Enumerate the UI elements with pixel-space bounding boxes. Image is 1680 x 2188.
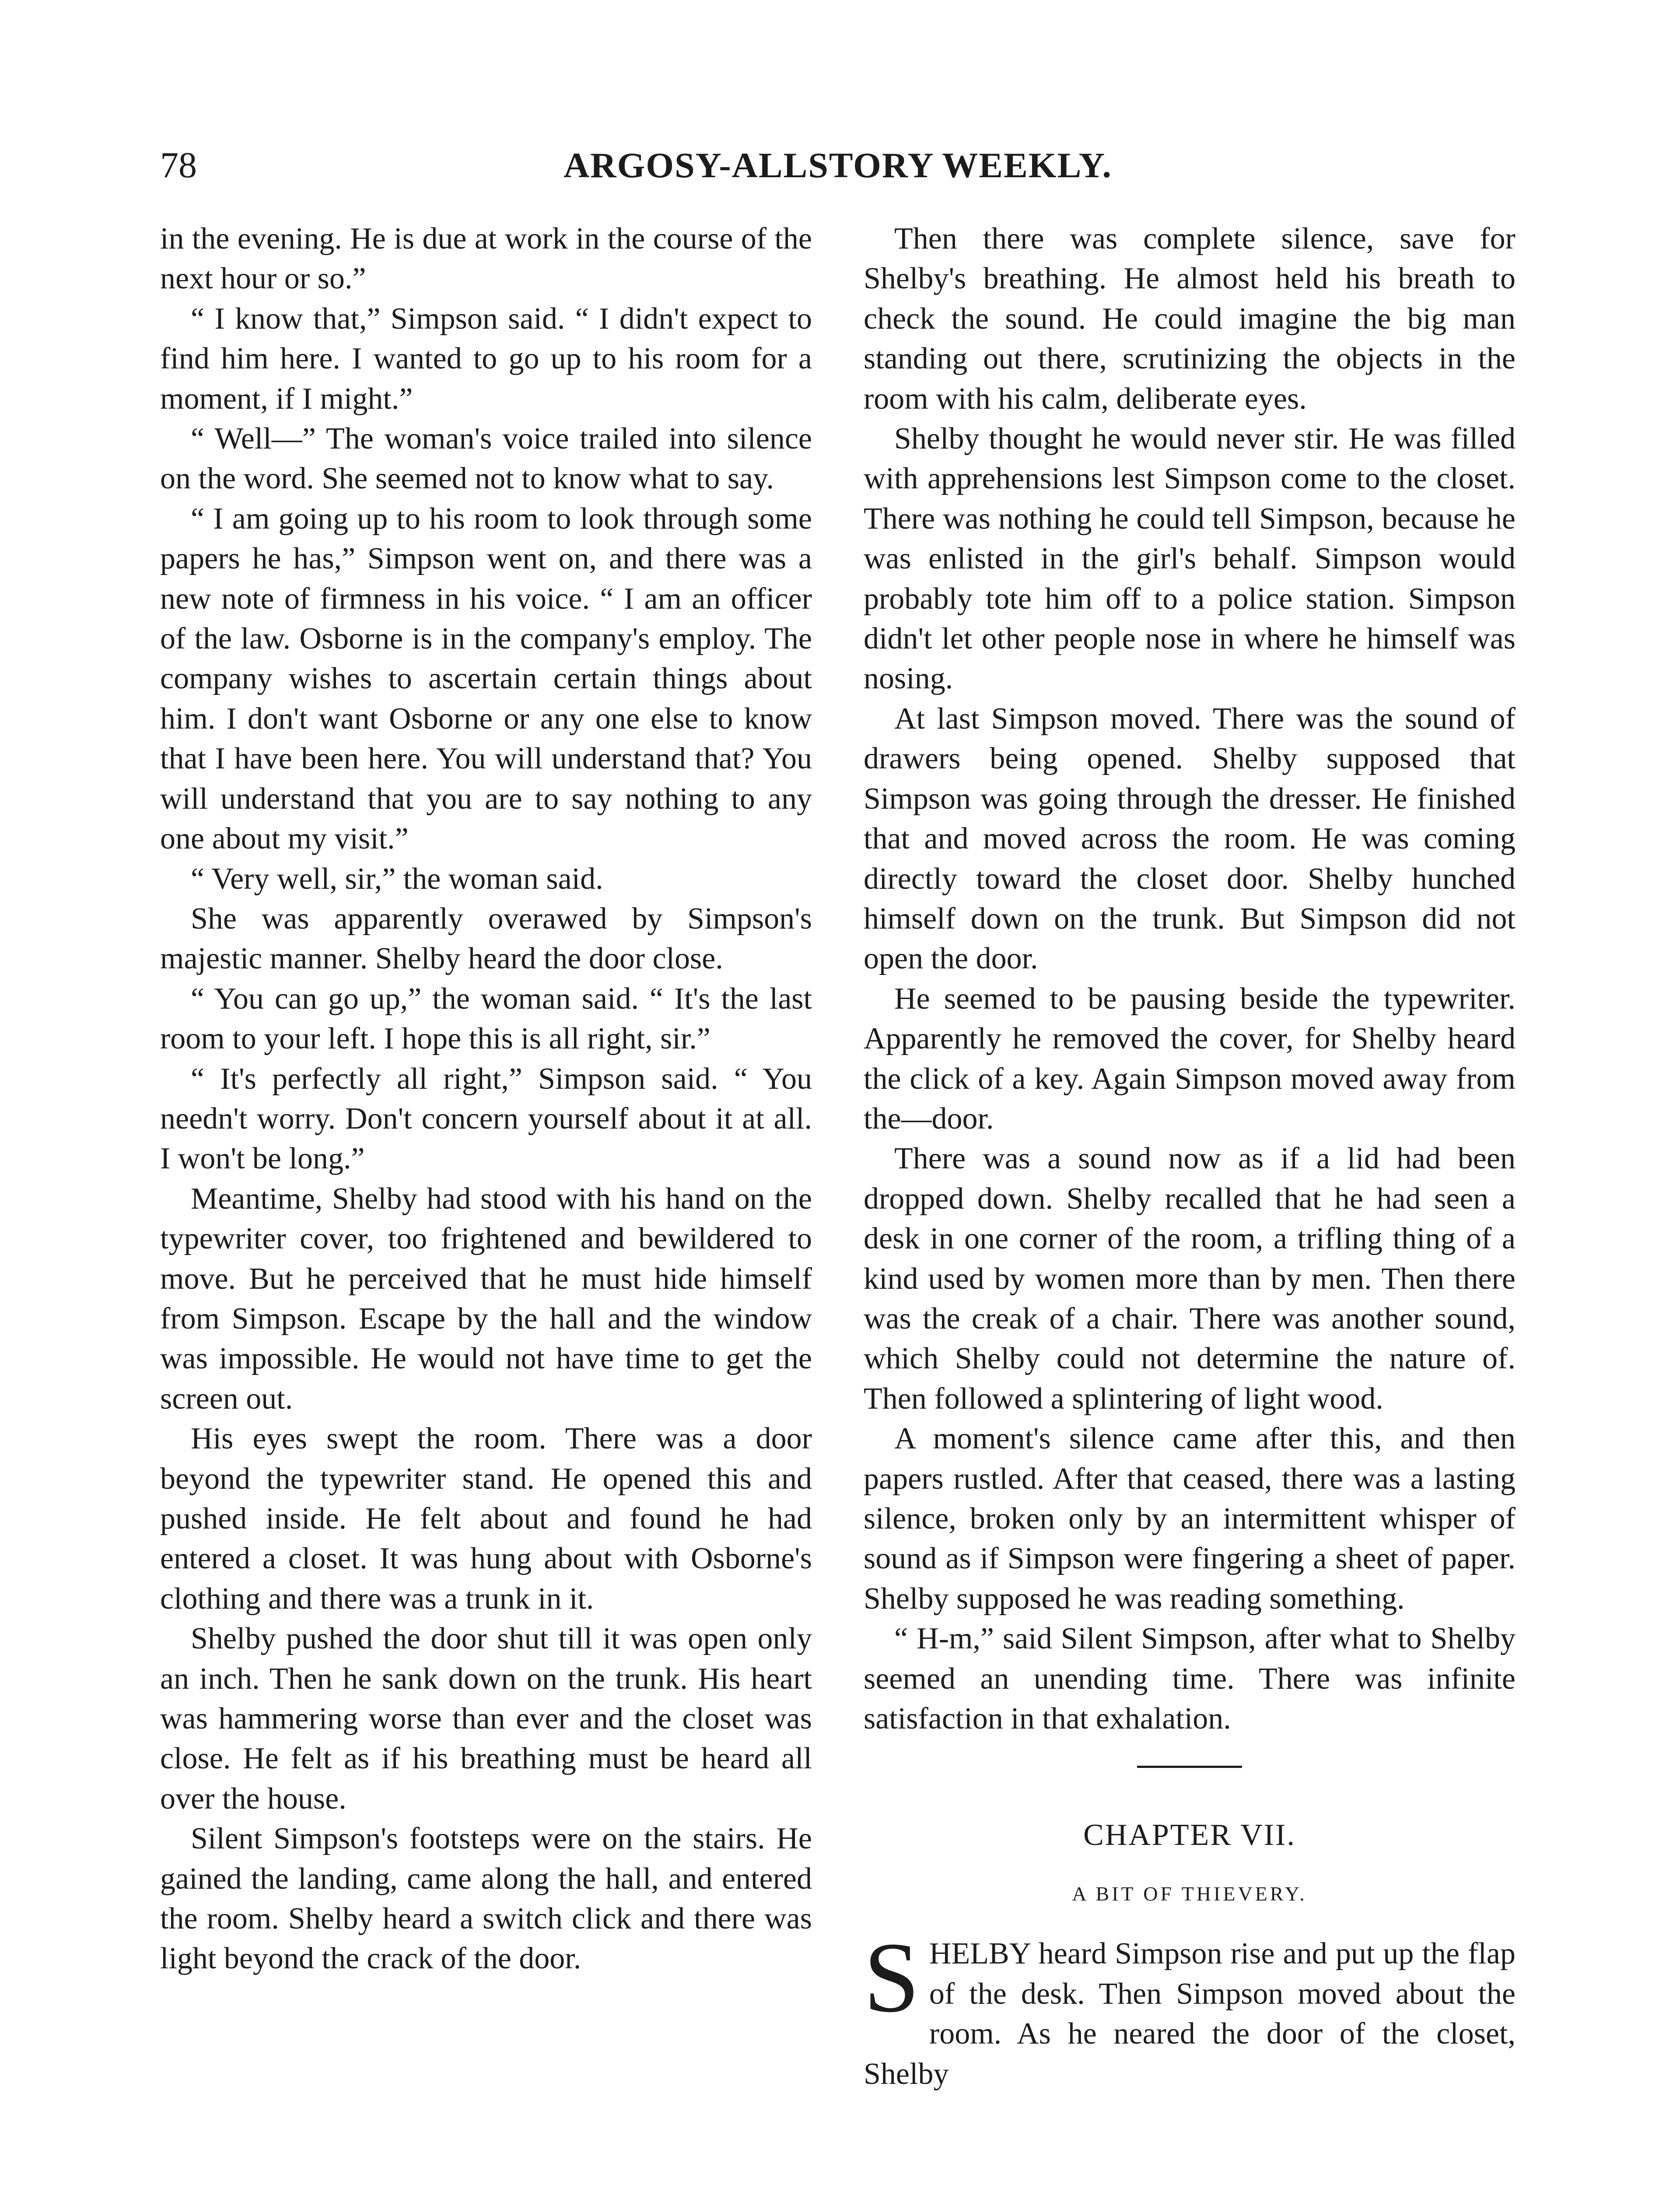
paragraph: “ Very well, sir,” the woman said. [191,862,603,896]
page-number: 78 [160,145,197,186]
chapter-opening-paragraph [864,1922,1516,2094]
left-column [160,219,812,1979]
paragraph: “ I know that,” Simpson said. “ I didn't expect to find him here. I wanted to go up to his room for a moment, if I might.” [160,302,812,416]
paragraph: Shelby pushed the door shut till it was open only an inch. Then he sank down on the trunk. His heart was hammering worse than ever and the closet was close. He felt as if his breathing must be heard all over the house. [160,1622,812,1816]
right-column [864,219,1516,2094]
running-title: ARGOSY-ALLSTORY WEEKLY. [564,145,1112,185]
chapter-subtitle: A BIT OF THIEVERY. [1072,1883,1307,1905]
page-header [160,139,1516,192]
paragraph: “ Well—” The woman's voice trailed into silence on the word. She seemed not to know what to say. [160,422,812,496]
paragraph: Shelby thought he would never stir. He was filled with apprehensions lest Simpson come to the closet. There was nothing he could tell Simpson, because he was enlisted in the girl's behalf. Simpson would probably tote him off to a police station. Simpson didn't let other people nose in where he himself was nosing. [864,422,1516,696]
chapter-opening-text: HELBY heard Simpson rise and put up the flap of the desk. Then Simpson moved about the room. As he neared the door of the closet, Shelby [864,1937,1516,2091]
paragraph: A moment's silence came after this, and then papers rustled. After that ceased, there was a lasting silence, broken only by an intermittent whisper of sound as if Simpson were fingering a sheet of paper. Shelby supposed he was reading something. [864,1422,1516,1616]
paragraph: Meantime, Shelby had stood with his hand on the typewriter cover, too frightened and bewildered to move. But he perceived that he must hide himself from Simpson. Escape by the hall and the window was impossible. He would not have time to get the screen out. [160,1182,812,1416]
paragraph: His eyes swept the room. There was a door beyond the typewriter stand. He opened this and pushed inside. He felt about and found he had entered a closet. It was hung about with Osborne's clothing and there was a trunk in it. [160,1422,812,1616]
paragraph: Silent Simpson's footsteps were on the stairs. He gained the landing, came along the hall, and entered the room. Shelby heard a switch click and there was light beyond the crack of the door. [160,1822,812,1976]
paragraph: “ You can go up,” the woman said. “ It's the last room to your left. I hope this is all right, sir.” [160,982,812,1056]
paragraph: “ I am going up to his room to look through some papers he has,” Simpson went on, and there was a new note of firmness in his voice. “ I am an officer of the law. Osborne is in the company's employ. The company wishes to ascertain certain things about him. I don't want Osborne or any one else to know that I have been here. You will understand that? You will understand that you are to say nothing to any one about my visit.” [160,501,812,856]
chapter-title: CHAPTER VII. [1083,1818,1296,1852]
paragraph: At last Simpson moved. There was the sound of drawers being opened. Shelby supposed that Simpson was going through the dresser. He finished that and moved across the room. He was coming directly toward the closet door. Shelby hunched himself down on the trunk. But Simpson did not open the door. [864,701,1516,976]
paragraph: She was apparently overawed by Simpson's majestic manner. Shelby heard the door close. [160,901,812,976]
paragraph: There was a sound now as if a lid had been dropped down. Shelby recalled that he had seen a desk in one corner of the room, a trifling thing of a kind used by women more than by men. Then there was the creak of a chair. There was another sound, which Shelby could not determine the nature of. Then followed a splintering of light wood. [864,1142,1516,1416]
section-divider [1137,1766,1242,1768]
paragraph: in the evening. He is due at work in the course of the next hour or so.” [160,222,812,296]
drop-cap: S [864,1922,920,2034]
paragraph: “ It's perfectly all right,” Simpson said. “ You needn't worry. Don't concern yourself about it at all. I won't be long.” [160,1062,812,1176]
paragraph: He seemed to be pausing beside the typewriter. Apparently he removed the cover, for Shelby heard the click of a key. Again Simpson moved away from the—door. [864,982,1516,1136]
paragraph: Then there was complete silence, save for Shelby's breathing. He almost held his breath to check the sound. He could imagine the big man standing out there, scrutinizing the objects in the room with his calm, deliberate eyes. [864,222,1516,416]
paragraph: “ H-m,” said Silent Simpson, after what to Shelby seemed an unending time. There was infinite satisfaction in that exhalation. [864,1622,1516,1736]
